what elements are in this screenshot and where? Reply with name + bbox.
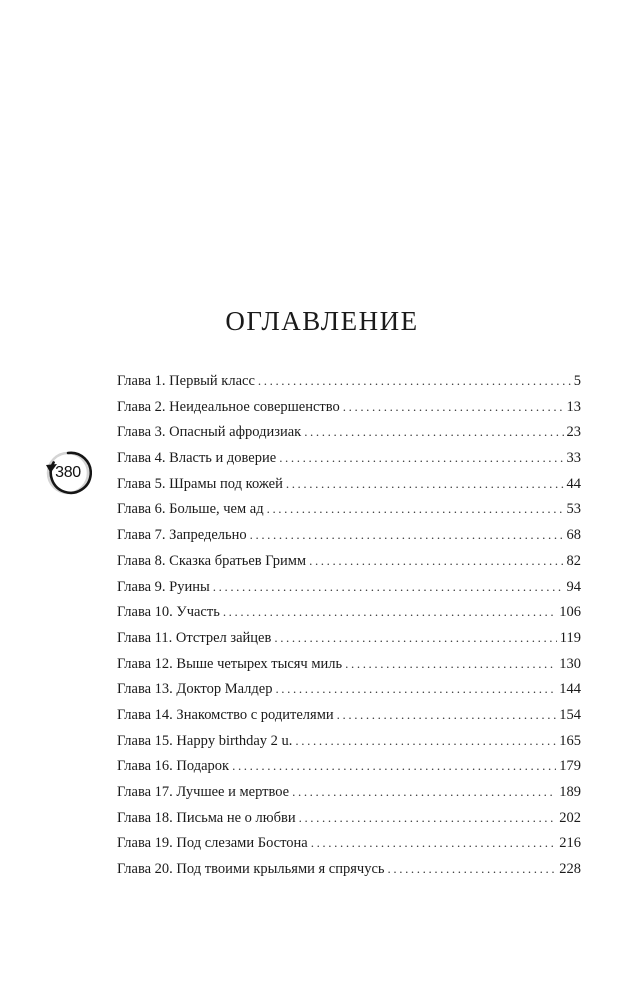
chapter-title: Глава 16. Подарок — [117, 758, 230, 775]
toc-entry[interactable] — [117, 574, 581, 600]
chapter-title: Глава 9. Руины — [117, 578, 210, 595]
chapter-page-number: 106 — [559, 604, 581, 621]
chapter-page-number: 216 — [559, 835, 581, 852]
chapter-title: Глава 13. Доктор Малдер — [117, 681, 273, 698]
chapter-page-number: 165 — [559, 732, 581, 749]
dot-leader — [388, 856, 557, 882]
toc-entry[interactable] — [117, 522, 581, 548]
dot-leader — [213, 574, 564, 600]
dot-leader — [258, 368, 571, 394]
page-counter-badge[interactable] — [44, 449, 92, 497]
chapter-title: Глава 10. Участь — [117, 604, 220, 621]
chapter-page-number: 179 — [559, 758, 581, 775]
toc-list — [117, 368, 581, 882]
toc-entry[interactable] — [117, 625, 581, 651]
chapter-page-number: 130 — [559, 655, 581, 672]
dot-leader — [267, 496, 564, 522]
toc-title: ОГЛАВЛЕНИЕ — [225, 306, 419, 336]
toc-entry[interactable] — [117, 394, 581, 420]
chapter-page-number: 13 — [566, 398, 581, 415]
chapter-page-number: 119 — [559, 629, 581, 646]
toc-entry[interactable] — [117, 830, 581, 856]
dot-leader — [304, 419, 563, 445]
dot-leader — [295, 728, 556, 754]
chapter-title: Глава 5. Шрамы под кожей — [117, 475, 283, 492]
dot-leader — [299, 805, 557, 831]
chapter-page-number: 53 — [566, 501, 581, 518]
dot-leader — [286, 471, 564, 497]
chapter-page-number: 23 — [566, 424, 581, 441]
toc-entry[interactable] — [117, 728, 581, 754]
chapter-title: Глава 8. Сказка братьев Гримм — [117, 552, 307, 569]
chapter-title: Глава 7. Запредельно — [117, 527, 247, 544]
toc-entry[interactable] — [117, 599, 581, 625]
chapter-title: Глава 2. Неидеальное совершенство — [117, 398, 340, 415]
chapter-page-number: 189 — [559, 784, 581, 800]
dot-leader — [343, 394, 564, 420]
chapter-page-number: 228 — [559, 861, 581, 878]
chapter-title: Глава 20. Под твоими крыльями я спрячусь — [117, 861, 385, 878]
toc-entry[interactable] — [117, 445, 581, 471]
dot-leader — [337, 702, 557, 728]
dot-leader — [311, 830, 557, 856]
chapter-page-number: 94 — [566, 578, 581, 595]
dot-leader — [345, 651, 556, 677]
chapter-page-number: 68 — [566, 527, 581, 544]
toc-entry[interactable] — [117, 496, 581, 522]
toc-entry[interactable] — [117, 753, 581, 779]
dot-leader — [309, 548, 563, 574]
chapter-title: Глава 1. Первый класс — [117, 373, 255, 389]
toc-entry[interactable] — [117, 368, 581, 394]
toc-entry[interactable] — [117, 702, 581, 728]
dot-leader — [292, 779, 556, 805]
toc-entry[interactable] — [117, 779, 581, 805]
toc-entry[interactable] — [117, 676, 581, 702]
chapter-title: Глава 17. Лучшее и мертвое — [117, 784, 290, 800]
dot-leader — [275, 676, 556, 702]
toc-entry[interactable] — [117, 805, 581, 831]
chapter-title: Глава 6. Больше, чем ад — [117, 501, 264, 518]
toc-entry[interactable] — [117, 856, 581, 882]
chapter-page-number: 202 — [559, 809, 581, 826]
toc-entry[interactable] — [117, 419, 581, 445]
toc-entry[interactable] — [117, 471, 581, 497]
chapter-page-number: 44 — [566, 475, 581, 492]
chapter-title: Глава 3. Опасный афродизиак — [117, 424, 302, 441]
chapter-title: Глава 15. Happy birthday 2 u. — [117, 732, 293, 749]
chapter-title: Глава 11. Отстрел зайцев — [117, 629, 272, 646]
dot-leader — [250, 522, 564, 548]
toc-entry[interactable] — [117, 651, 581, 677]
page-counter-number: 380 — [55, 464, 81, 481]
chapter-title: Глава 18. Письма не о любви — [117, 809, 296, 826]
chapter-title: Глава 19. Под слезами Бостона — [117, 835, 308, 852]
toc-entry[interactable] — [117, 548, 581, 574]
chapter-page-number: 5 — [573, 373, 581, 389]
chapter-page-number: 154 — [559, 706, 581, 723]
dot-leader — [223, 599, 556, 625]
chapter-page-number: 144 — [559, 681, 581, 698]
chapter-title: Глава 14. Знакомство с родителями — [117, 706, 334, 723]
dot-leader — [279, 445, 563, 471]
dot-leader — [274, 625, 556, 651]
chapter-title: Глава 4. Власть и доверие — [117, 450, 277, 467]
chapter-page-number: 33 — [566, 450, 581, 467]
chapter-title: Глава 12. Выше четырех тысяч миль — [117, 655, 343, 672]
chapter-page-number: 82 — [566, 552, 581, 569]
dot-leader — [232, 753, 556, 779]
